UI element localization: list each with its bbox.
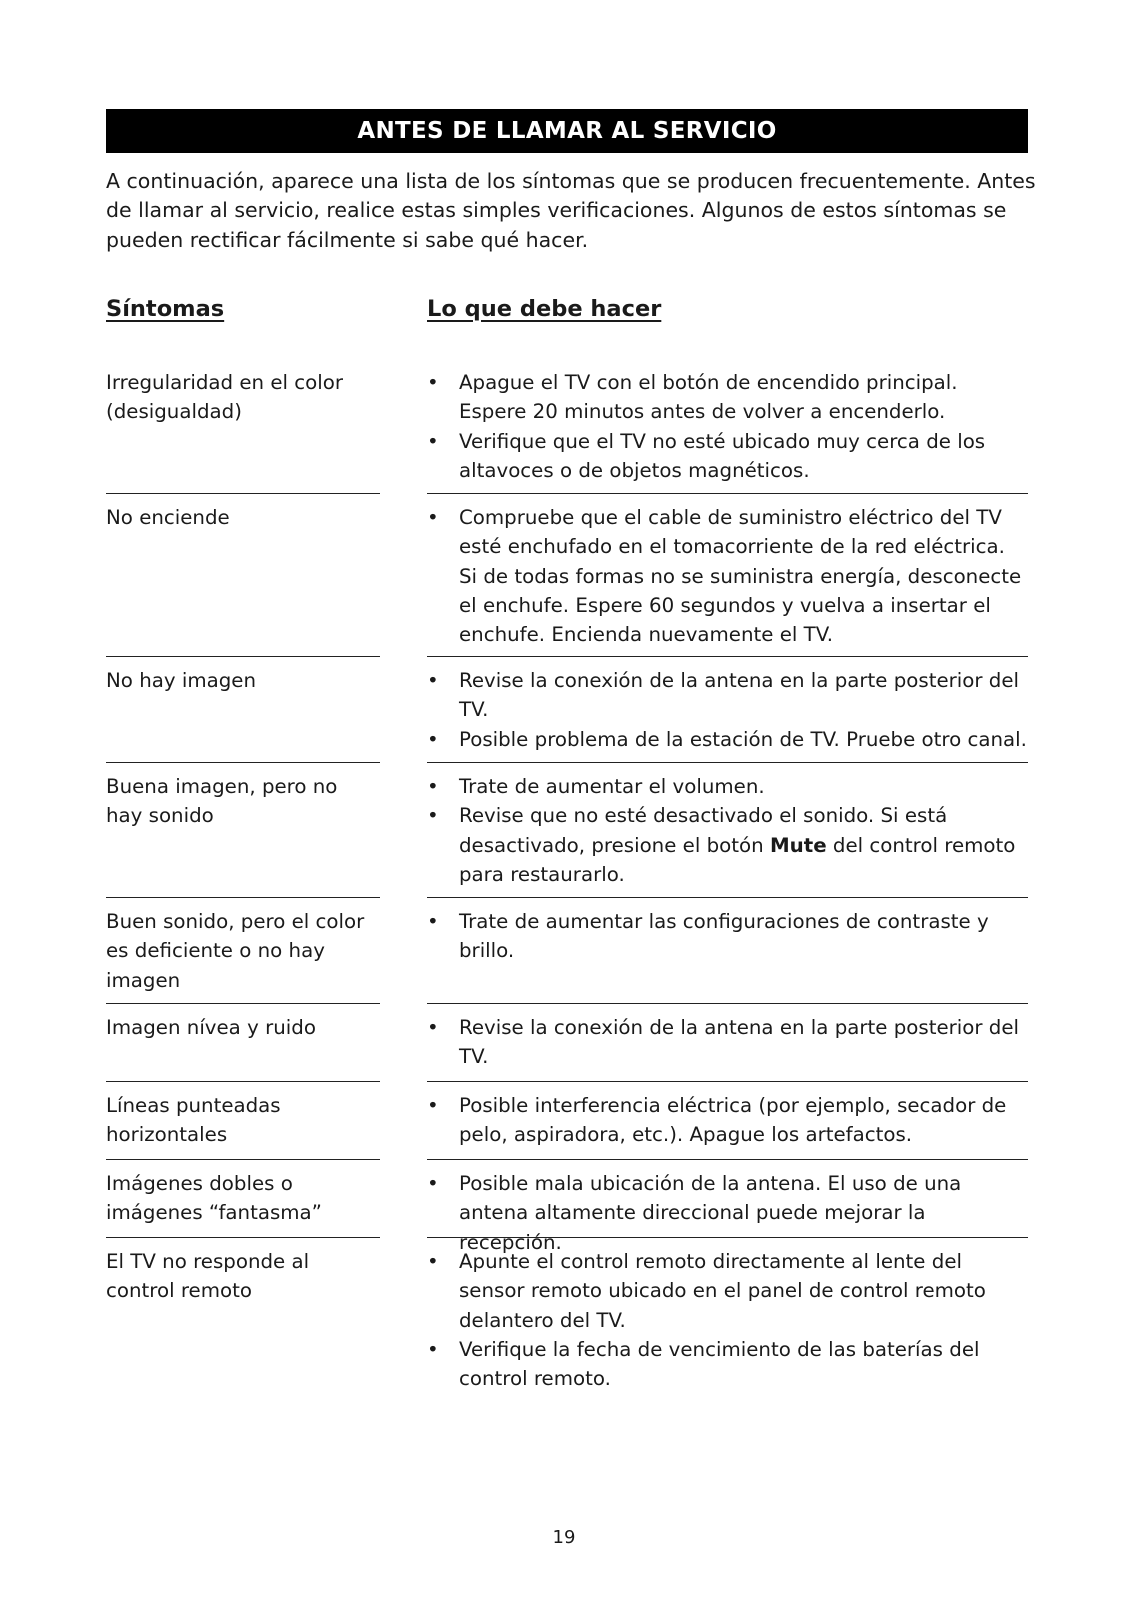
- bullet-icon: •: [427, 669, 439, 692]
- bullet-icon: •: [427, 727, 439, 751]
- intro-paragraph: A continuación, aparece una lista de los síntomas que se producen frecuentemente. Antes de llamar al servicio, realice estas simples verificaciones. Algunos de estos síntomas se pueden rectificar fácilmente si sabe qué hacer.: [106, 169, 1036, 252]
- action-list: [427, 1247, 1027, 1393]
- symptom-divider: [106, 1003, 380, 1004]
- bullet-icon: •: [427, 910, 439, 933]
- symptom-divider: [106, 897, 380, 898]
- bullet-icon: •: [427, 1172, 439, 1195]
- action-item: [427, 368, 1027, 427]
- symptom-divider: [106, 493, 380, 494]
- action-item: [427, 801, 1027, 889]
- action-item: [427, 1091, 1027, 1150]
- symptom-text: Buena imagen, pero no hay sonido: [106, 775, 338, 828]
- action-text: Trate de aumentar el volumen.: [459, 775, 765, 798]
- bullet-icon: •: [427, 804, 439, 828]
- action-item: [427, 772, 1027, 801]
- action-item: [427, 1169, 1027, 1257]
- action-list: [427, 907, 1027, 966]
- mute-keyword: Mute: [769, 833, 827, 857]
- bullet-icon: •: [427, 429, 439, 453]
- symptoms-header: Síntomas: [106, 296, 225, 322]
- bullet-icon: •: [427, 371, 439, 394]
- action-text: Apunte el control remoto directamente al lente del sensor remoto ubicado en el panel de control remoto delantero del TV.: [459, 1250, 986, 1332]
- action-text: Revise la conexión de la antena en la parte posterior del TV.: [459, 1016, 1020, 1069]
- action-divider: [427, 1081, 1028, 1082]
- action-divider: [427, 762, 1028, 763]
- action-text: Posible mala ubicación de la antena. El uso de una antena altamente direccional puede mejorar la recepción.: [459, 1172, 962, 1254]
- action-list: [427, 503, 1027, 649]
- action-text: Verifique la fecha de vencimiento de las baterías del control remoto.: [459, 1337, 980, 1391]
- actions-header: Lo que debe hacer: [427, 296, 662, 322]
- action-list: [427, 666, 1027, 754]
- symptom-text: Imagen nívea y ruido: [106, 1016, 316, 1039]
- symptom-divider: [106, 656, 380, 657]
- symptom-text: Imágenes dobles o imágenes “fantasma”: [106, 1172, 322, 1225]
- bullet-icon: •: [427, 1094, 439, 1117]
- action-list: [427, 1013, 1027, 1072]
- action-item: [427, 1247, 1027, 1335]
- action-text: Trate de aumentar las configuraciones de contraste y brillo.: [459, 910, 989, 963]
- action-item: [427, 1013, 1027, 1072]
- action-divider: [427, 1237, 1028, 1238]
- symptom-text: Irregularidad en el color (desigualdad): [106, 371, 344, 424]
- action-divider: [427, 1159, 1028, 1160]
- symptom-text: El TV no responde al control remoto: [106, 1250, 310, 1303]
- bullet-icon: •: [427, 1337, 439, 1361]
- action-list: [427, 1169, 1027, 1257]
- symptom-divider: [106, 1237, 380, 1238]
- action-divider: [427, 493, 1028, 494]
- action-text: Posible problema de la estación de TV. Pruebe otro canal.: [459, 727, 1027, 751]
- bullet-icon: •: [427, 1016, 439, 1039]
- action-text: Apague el TV con el botón de encendido principal. Espere 20 minutos antes de volver a encenderlo.: [459, 371, 958, 424]
- page-number: 19: [552, 1527, 576, 1548]
- action-divider: [427, 1003, 1028, 1004]
- action-item: [427, 725, 1027, 754]
- symptom-text: No enciende: [106, 506, 230, 529]
- symptom-divider: [106, 1081, 380, 1082]
- bullet-icon: •: [427, 775, 439, 798]
- action-item: [427, 907, 1027, 966]
- symptom-text: Buen sonido, pero el color es deficiente o no hay imagen: [106, 910, 365, 992]
- action-divider: [427, 656, 1028, 657]
- action-list: [427, 772, 1027, 889]
- action-list: [427, 1091, 1027, 1150]
- action-divider: [427, 897, 1028, 898]
- symptom-divider: [106, 1159, 380, 1160]
- action-item: [427, 1335, 1027, 1394]
- section-title: ANTES DE LLAMAR AL SERVICIO: [106, 109, 1028, 153]
- action-list: [427, 368, 1027, 485]
- symptom-text: No hay imagen: [106, 669, 256, 692]
- action-item: [427, 503, 1027, 649]
- bullet-icon: •: [427, 506, 439, 529]
- action-text: Compruebe que el cable de suministro eléctrico del TV esté enchufado en el tomacorriente de la red eléctrica. Si de todas formas no se suministra energía, desconecte el enchufe. Espere 60 segundos y vuelva a insertar el enchufe. Encienda nuevamente el TV.: [459, 506, 1022, 647]
- action-item: [427, 427, 1027, 486]
- action-text: Revise que no esté desactivado el sonido. Si está desactivado, presione el botón Mute del control remoto para restaurarlo.: [459, 804, 1016, 886]
- action-text: Verifique que el TV no esté ubicado muy cerca de los altavoces o de objetos magnéticos.: [459, 429, 986, 482]
- action-text: Posible interferencia eléctrica (por ejemplo, secador de pelo, aspiradora, etc.). Apague los artefactos.: [459, 1094, 1007, 1147]
- action-text: Revise la conexión de la antena en la parte posterior del TV.: [459, 669, 1020, 722]
- bullet-icon: •: [427, 1250, 439, 1273]
- symptom-text: Líneas punteadas horizontales: [106, 1094, 281, 1147]
- action-item: [427, 666, 1027, 725]
- symptom-divider: [106, 762, 380, 763]
